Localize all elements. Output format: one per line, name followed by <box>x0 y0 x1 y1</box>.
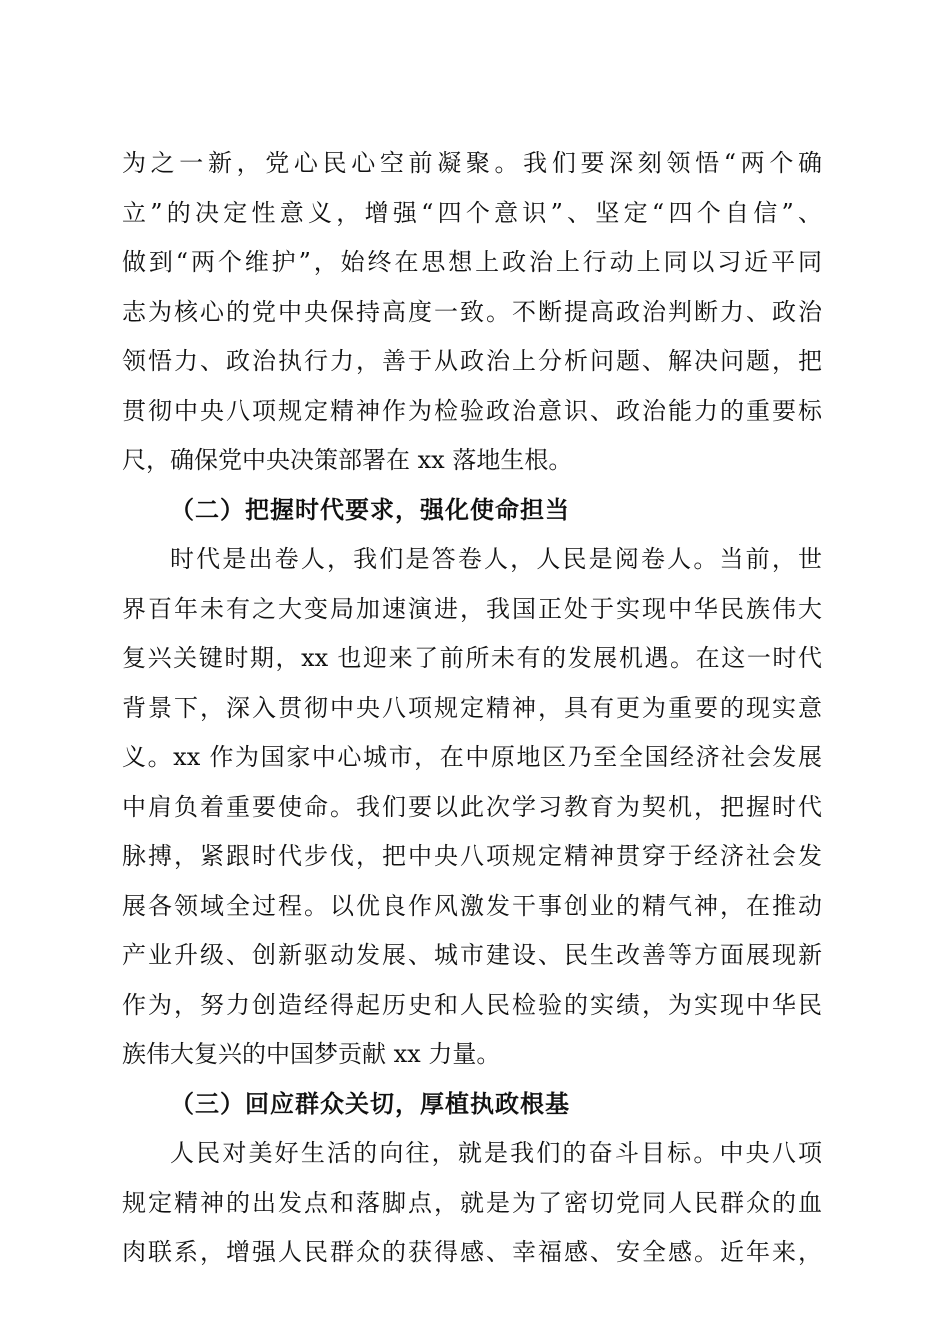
paragraph-line: 复兴关键时期，xx 也迎来了前所未有的发展机遇。在这一时代 <box>122 644 822 672</box>
section-heading-2: （二）把握时代要求，强化使命担当 <box>170 495 570 524</box>
paragraph-line: 贯彻中央八项规定精神作为检验政治意识、政治能力的重要标 <box>122 397 822 425</box>
paragraph-line: 背景下，深入贯彻中央八项规定精神，具有更为重要的现实意 <box>122 694 822 722</box>
paragraph-line: 界百年未有之大变局加速演进，我国正处于实现中华民族伟大 <box>122 595 822 623</box>
paragraph-line: 为之一新，党心民心空前凝聚。我们要深刻领悟“两个确 <box>122 149 822 177</box>
paragraph-line: 肉联系，增强人民群众的获得感、幸福感、安全感。近年来， <box>122 1238 822 1266</box>
paragraph-line: 领悟力、政治执行力，善于从政治上分析问题、解决问题，把 <box>122 347 822 375</box>
paragraph-line: 规定精神的出发点和落脚点，就是为了密切党同人民群众的血 <box>122 1189 822 1217</box>
paragraph-line: 展各领域全过程。以优良作风激发干事创业的精气神，在推动 <box>122 892 822 920</box>
paragraph-line: 立”的决定性意义，增强“四个意识”、坚定“四个自信”、 <box>122 199 822 227</box>
paragraph-line: 义。xx 作为国家中心城市，在中原地区乃至全国经济社会发展 <box>122 743 822 771</box>
paragraph-line: 族伟大复兴的中国梦贡献 xx 力量。 <box>122 1040 501 1068</box>
paragraph-line: 作为，努力创造经得起历史和人民检验的实绩，为实现中华民 <box>122 991 822 1019</box>
paragraph-line: 时代是出卷人，我们是答卷人，人民是阅卷人。当前，世 <box>170 545 822 573</box>
paragraph-line: 产业升级、创新驱动发展、城市建设、民生改善等方面展现新 <box>122 941 822 969</box>
paragraph-line: 尺，确保党中央决策部署在 xx 落地生根。 <box>122 446 573 474</box>
paragraph-line: 脉搏，紧跟时代步伐，把中央八项规定精神贯穿于经济社会发 <box>122 842 822 870</box>
section-heading-3: （三）回应群众关切，厚植执政根基 <box>170 1089 570 1118</box>
paragraph-line: 做到“两个维护”，始终在思想上政治上行动上同以习近平同 <box>122 248 822 276</box>
paragraph-line: 志为核心的党中央保持高度一致。不断提高政治判断力、政治 <box>122 298 822 326</box>
paragraph-line: 中肩负着重要使命。我们要以此次学习教育为契机，把握时代 <box>122 793 822 821</box>
paragraph-line: 人民对美好生活的向往，就是我们的奋斗目标。中央八项 <box>170 1139 822 1167</box>
